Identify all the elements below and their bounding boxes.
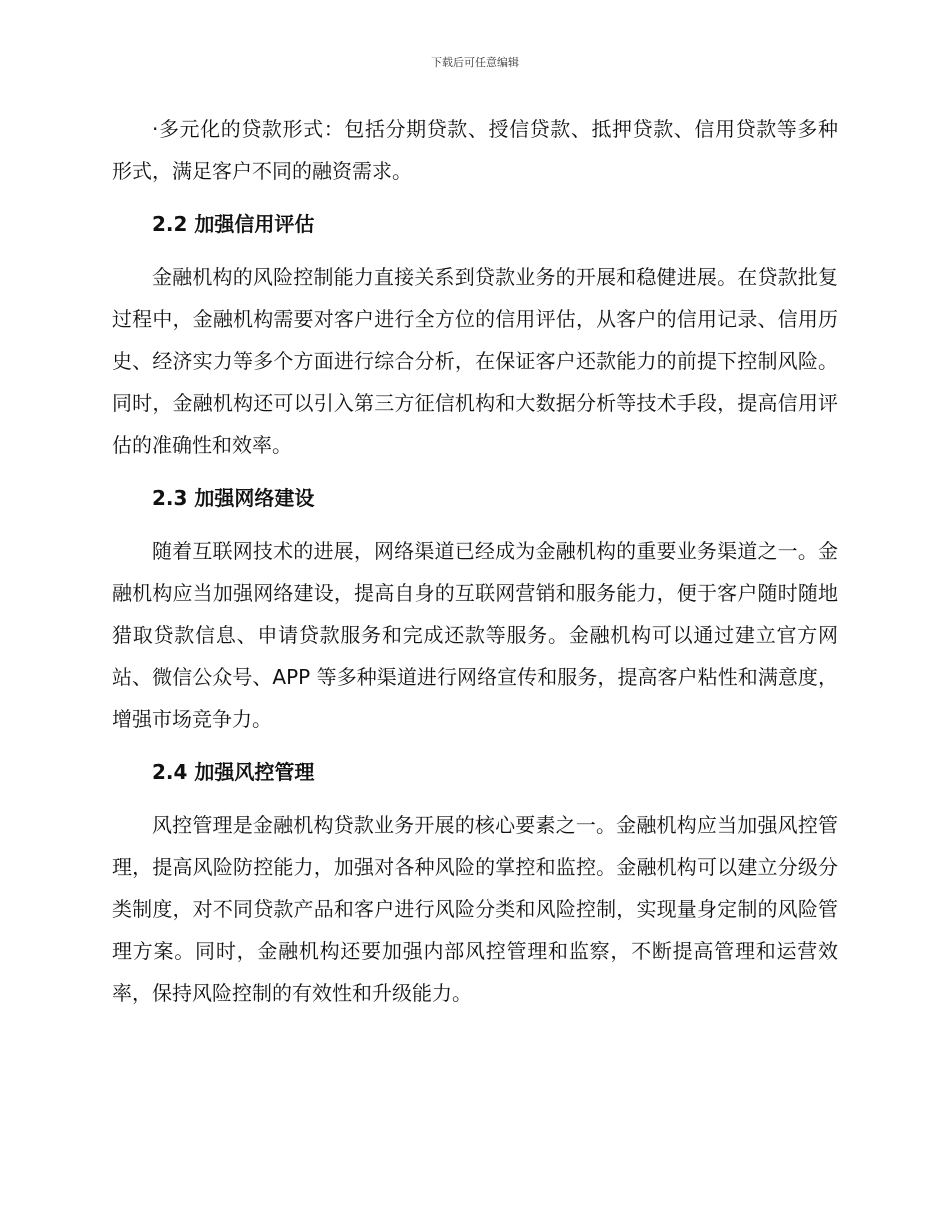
section-heading-2-3: 2.3 加强网络建设 bbox=[152, 486, 315, 510]
section-body-2-2: 金融机构的风险控制能力直接关系到贷款业务的开展和稳健进展。在贷款批复过程中，金融机构需要对客户进行全方位的信用评估，从客户的信用记录、信用历史、经济实力等多个方面进行综合分析，在保证客户还款能力的前提下控制风险。同时，金融机构还可以引入第三方征信机构和大数据分析等技术手段，提高信用评估的准确性和效率。 bbox=[112, 265, 838, 457]
section-body-2-4: 风控管理是金融机构贷款业务开展的核心要素之一。金融机构应当加强风控管理，提高风险防控能力，加强对各种风险的掌控和监控。金融机构可以建立分级分类制度，对不同贷款产品和客户进行风险分类和风险控制，实现量身定制的风险管理方案。同时，金融机构还要加强内部风控管理和监察，不断提高管理和运营效率，保持风险控制的有效性和升级能力。 bbox=[112, 813, 838, 1005]
section-heading-2-4: 2.4 加强风控管理 bbox=[152, 760, 315, 784]
document-body bbox=[112, 108, 838, 1025]
bullet-paragraph-loan-forms: ·多元化的贷款形式：包括分期贷款、授信贷款、抵押贷款、信用贷款等多种形式，满足客户不同的融资需求。 bbox=[112, 117, 838, 183]
section-body-2-3: 随着互联网技术的进展，网络渠道已经成为金融机构的重要业务渠道之一。金融机构应当加强网络建设，提高自身的互联网营销和服务能力，便于客户随时随地猎取贷款信息、申请贷款服务和完成还款等服务。金融机构可以通过建立官方网站、微信公众号、APP 等多种渠道进行网络宣传和服务，提高客户粘性和满意度，增强市场竞争力。 bbox=[112, 539, 838, 731]
section-heading-2-2: 2.2 加强信用评估 bbox=[152, 212, 315, 236]
page-header-note: 下载后可任意编辑 bbox=[431, 56, 519, 69]
